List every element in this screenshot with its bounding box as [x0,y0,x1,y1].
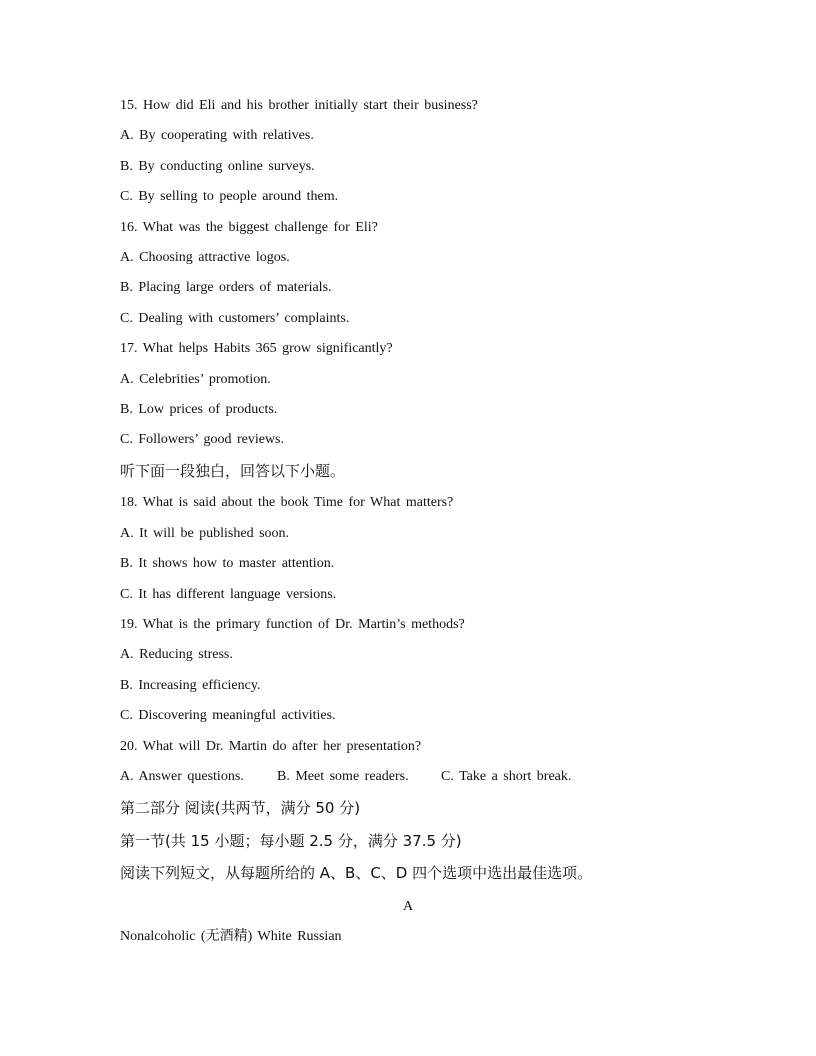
reading-instruction: 阅读下列短文，从每题所给的 A、B、C、D 四个选项中选出最佳选项。 [120,864,593,882]
question-17-stem: 17. What helps Habits 365 grow significantly? [120,341,393,356]
question-18-option-b: B. It shows how to master attention. [120,556,335,571]
question-19-option-b: B. Increasing efficiency. [120,678,261,693]
question-16-option-b: B. Placing large orders of materials. [120,280,332,295]
part-two-heading: 第二部分 阅读(共两节，满分 50 分) [120,799,361,817]
question-17-option-b: B. Low prices of products. [120,402,278,417]
question-20-option-b: B. Meet some readers. [277,769,409,784]
section-one-heading: 第一节(共 15 小题；每小题 2.5 分，满分 37.5 分) [120,832,462,850]
question-17-option-a: A. Celebrities’ promotion. [120,372,271,387]
passage-title: Nonalcoholic (无酒精) White Russian [120,929,342,944]
question-19-stem: 19. What is the primary function of Dr. Martin’s methods? [120,617,465,632]
question-17-option-c: C. Followers’ good reviews. [120,432,284,447]
monologue-instruction: 听下面一段独白，回答以下小题。 [120,462,346,480]
question-16-stem: 16. What was the biggest challenge for Eli? [120,220,378,235]
question-15-option-b: B. By conducting online surveys. [120,159,315,174]
question-16-option-c: C. Dealing with customers’ complaints. [120,311,350,326]
question-18-option-a: A. It will be published soon. [120,526,290,541]
question-16-option-a: A. Choosing attractive logos. [120,250,290,265]
question-15-option-a: A. By cooperating with relatives. [120,128,314,143]
passage-label: A [402,899,414,914]
question-15-stem: 15. How did Eli and his brother initially start their business? [120,98,478,113]
question-20-option-a: A. Answer questions. [120,769,244,784]
question-20-stem: 20. What will Dr. Martin do after her presentation? [120,739,422,754]
question-20-options [120,768,571,786]
question-18-stem: 18. What is said about the book Time for What matters? [120,495,454,510]
question-20-option-c: C. Take a short break. [441,769,572,784]
question-19-option-a: A. Reducing stress. [120,647,233,662]
question-15-option-c: C. By selling to people around them. [120,189,339,204]
question-19-option-c: C. Discovering meaningful activities. [120,708,336,723]
question-18-option-c: C. It has different language versions. [120,587,337,602]
